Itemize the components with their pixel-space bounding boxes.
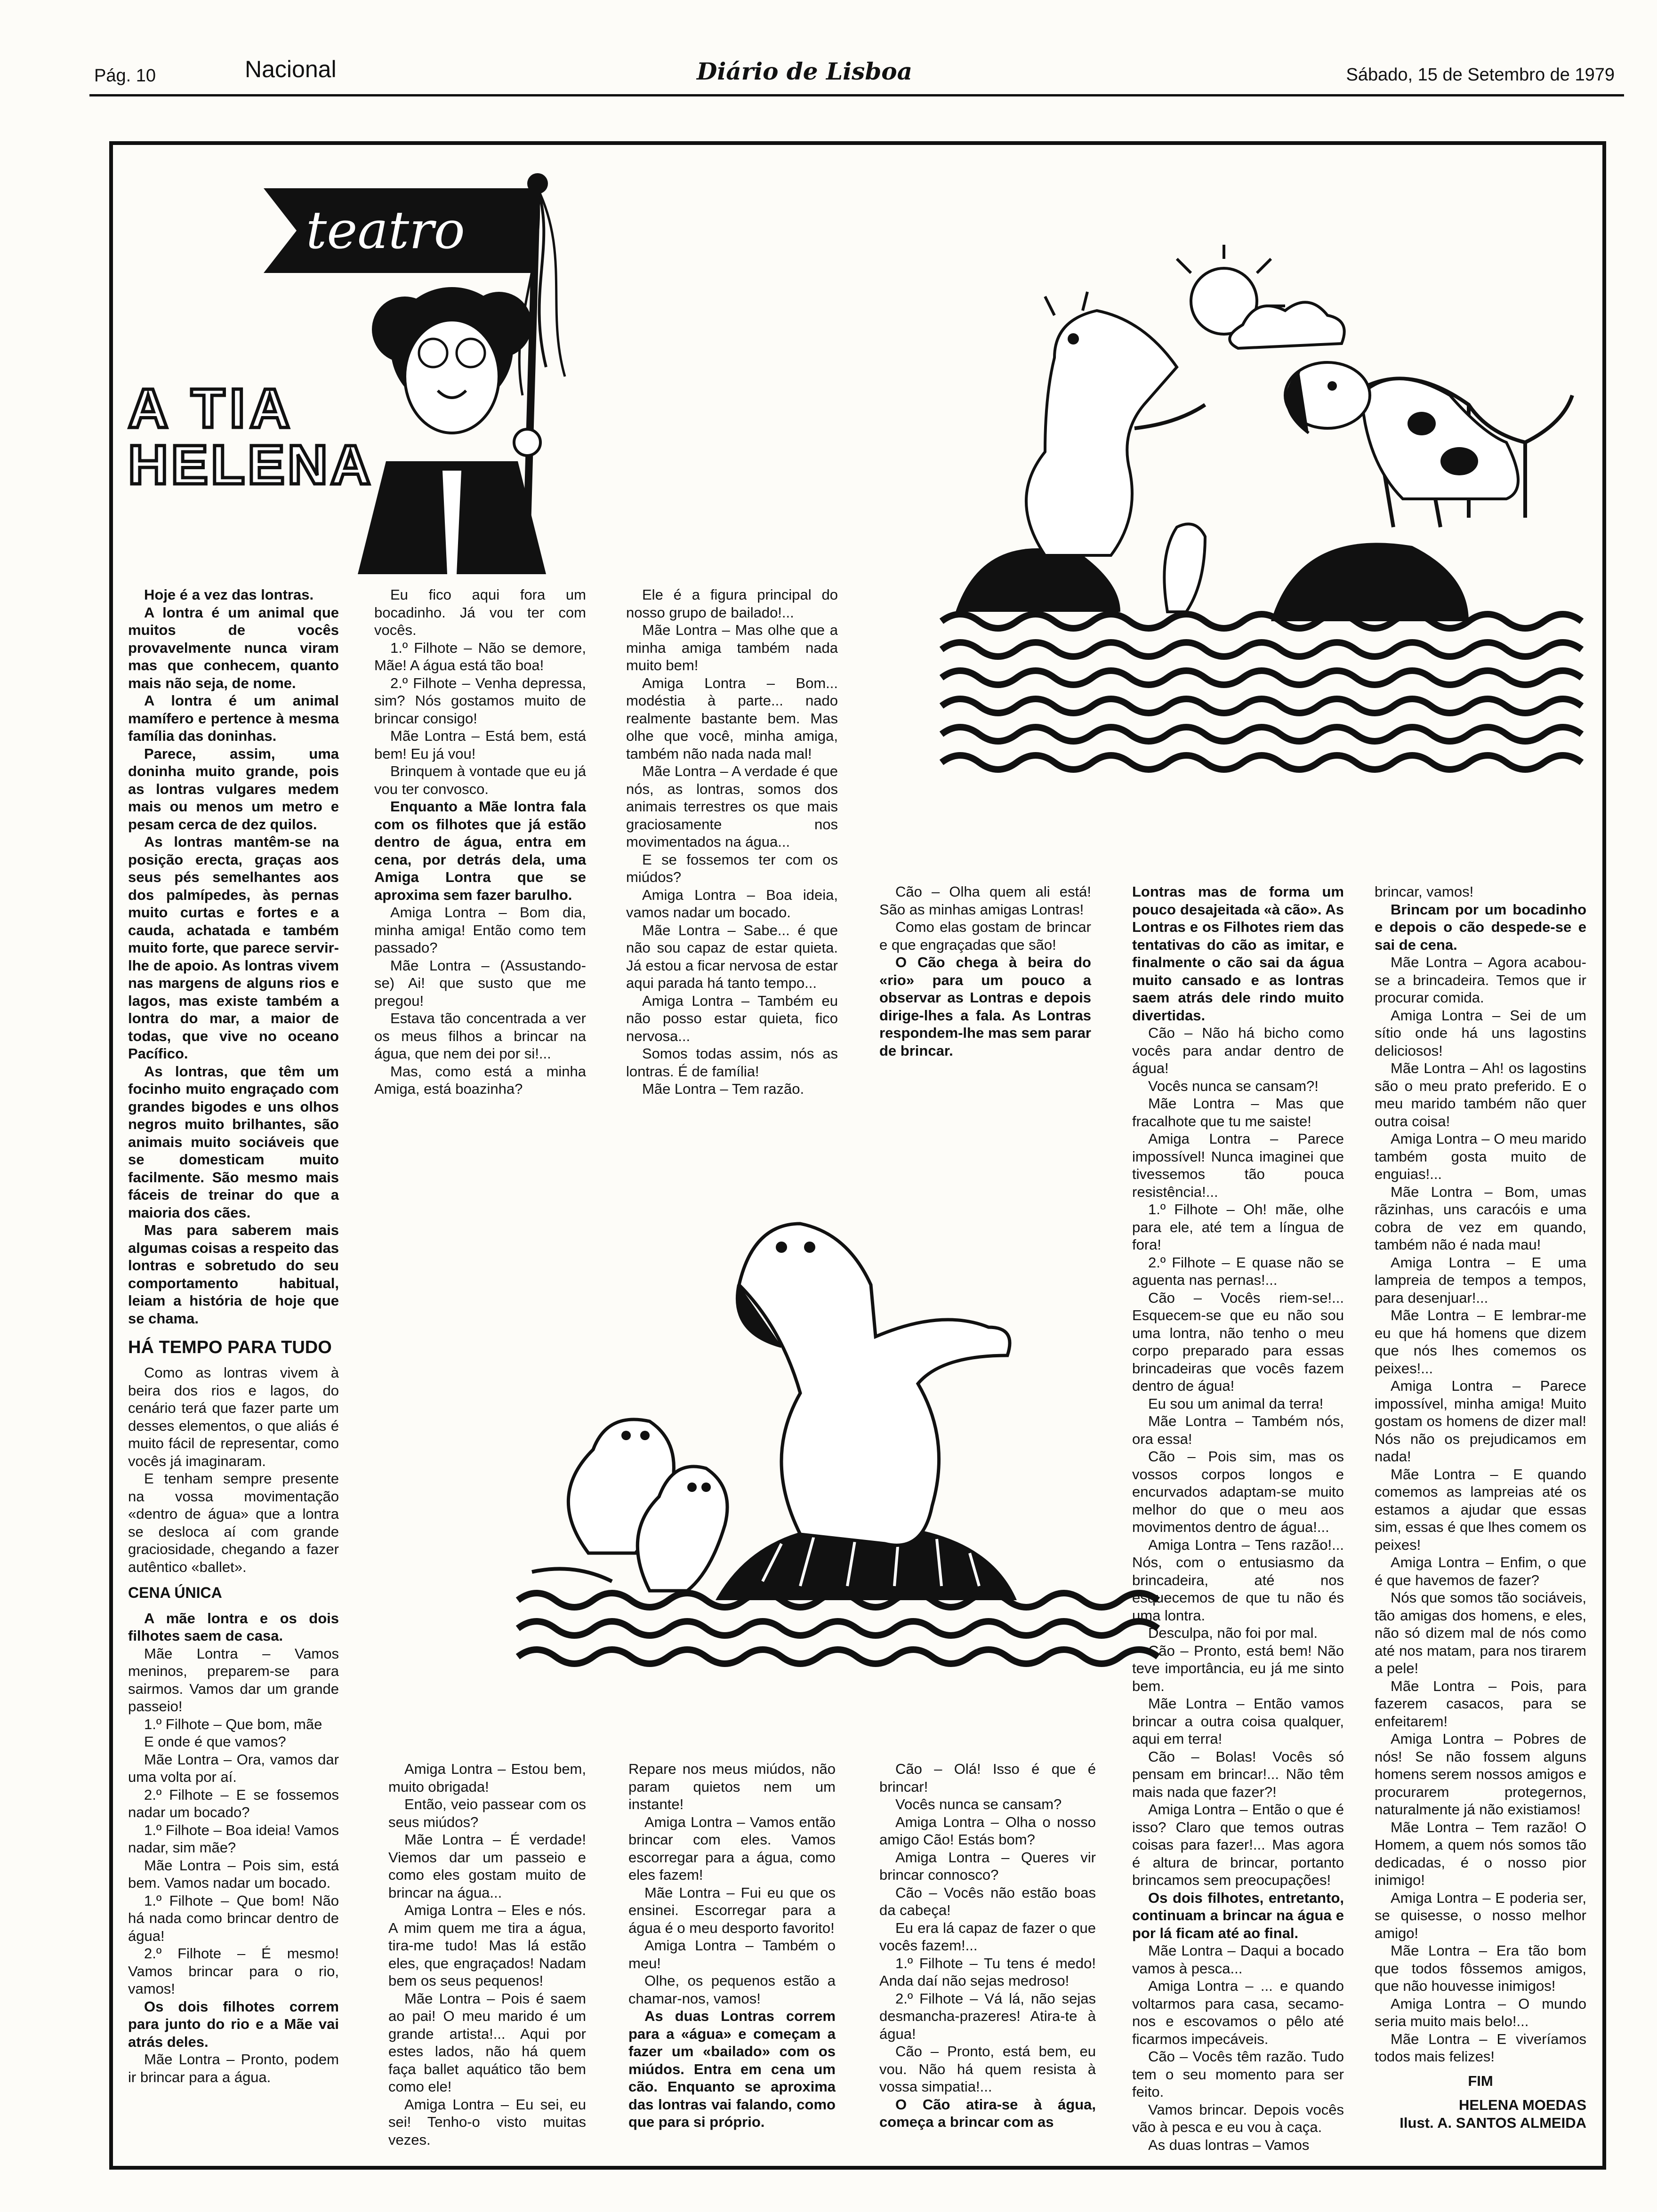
stage-direction: O Cão atira-se à água, começa a brincar com as bbox=[879, 2096, 1096, 2130]
dialogue-line: Desculpa, não foi por mal. bbox=[1148, 1625, 1318, 1641]
logo-title-line-2: HELENA bbox=[128, 434, 374, 496]
dialogue-line: Vamos brincar. Depois vocês vão à pesca e eu vou à caça. bbox=[1132, 2101, 1344, 2135]
dialogue-line: Cão – Pronto, está bem! Não teve importância, eu já me sinto bem. bbox=[1132, 1642, 1344, 1694]
dialogue-line: Mãe Lontra – Está bem, está bem! Eu já vou! bbox=[374, 728, 586, 762]
dialogue-line: Amiga Lontra – Então o que é isso? Claro que temos outras coisas para fazer!... Mas agora é altura de brincar, portanto brincamos sem preocupações! bbox=[1132, 1801, 1344, 1888]
dialogue-line: Amiga Lontra – Estou bem, muito obrigada! bbox=[388, 1761, 586, 1795]
dialogue-line: Como elas gostam de brincar e que engraçadas que são! bbox=[879, 919, 1091, 953]
dialogue-line: Mãe Lontra – Agora acabou-se a brincadeira. Temos que ir procurar comida. bbox=[1375, 954, 1586, 1006]
dialogue-line: Mãe Lontra – Ah! os lagostins são o meu prato preferido. E o meu marido também não quer outra coisa! bbox=[1375, 1060, 1586, 1130]
dialogue-line: 1.º Filhote – Não se demore, Mãe! A água está tão boa! bbox=[374, 639, 586, 673]
intro-paragraph: As lontras, que têm um focinho muito engraçado com grandes bigodes e uns olhos negros muito brilhantes, são animais muito sociáveis que se domesticam muito facilmente. São mesmo mais fáceis de treinar do que a maioria dos cães. bbox=[128, 1063, 339, 1221]
dialogue-line: Vocês nunca se cansam?! bbox=[1148, 1077, 1319, 1094]
dialogue-line: Mãe Lontra – Daqui a bocado vamos à pesca... bbox=[1132, 1942, 1344, 1977]
scene-heading: CENA ÚNICA bbox=[128, 1584, 222, 1601]
dialogue-line: 2.º Filhote – Vá lá, não sejas desmancha-prazeres! Atira-te à água! bbox=[879, 1990, 1096, 2042]
header-rule bbox=[89, 94, 1624, 96]
dialogue-line: Amiga Lontra – Pobres de nós! Se não fossem alguns homens serem nossos amigos e procurarem protegernos, naturalmente já não existiamos! bbox=[1375, 1731, 1586, 1818]
dialogue-line: Brinquem à vontade que eu já vou ter convosco. bbox=[374, 763, 586, 797]
dialogue-line: Mãe Lontra – Pois é saem ao pai! O meu marido é um grande artista!... Aqui por estes lados, não há quem faça ballet aquático tão bem como ele! bbox=[388, 1990, 586, 2095]
column-4-top bbox=[879, 883, 1091, 1059]
dialogue-line: Cão – Vocês riem-se!... Esquecem-se que eu não sou uma lontra, não tenho o meu corpo preparado para essas brincadeiras que vocês fazem dentro de água! bbox=[1132, 1289, 1344, 1394]
stage-direction: Lontras mas de forma um pouco desajeitada «à cão». As Lontras e os Filhotes riem das tentativas do cão as imitar, e finalmente o cão sai da água muito cansado e as lontras saem atrás dele rindo muito divertidas. bbox=[1132, 883, 1344, 1024]
dialogue-line: Cão – Pronto, está bem, eu vou. Não há quem resista à vossa simpatia!... bbox=[879, 2043, 1096, 2095]
dialogue-line: Mãe Lontra – É verdade! Viemos dar um passeio e como eles gostam muito de brincar na água... bbox=[388, 1831, 586, 1901]
paragraph: Como as lontras vivem à beira dos rios e lagos, do cenário terá que fazer parte um desses elementos, o que aliás é muito fácil de representar, como vocês já imaginaram. bbox=[128, 1364, 339, 1469]
dialogue-line: 2.º Filhote – E se fossemos nadar um bocado? bbox=[128, 1786, 339, 1820]
dialogue-line: Amiga Lontra – Eu sei, eu sei! Tenho-o visto muitas vezes. bbox=[388, 2096, 586, 2148]
column-6 bbox=[1375, 883, 1586, 2132]
dialogue-line: 2.º Filhote – É mesmo! Vamos brincar para o rio, vamos! bbox=[128, 1945, 339, 1997]
dialogue-line: Mãe Lontra – E viveríamos todos mais felizes! bbox=[1375, 2030, 1586, 2065]
stage-direction: O Cão chega à beira do «rio» para um pouco a observar as Lontras e depois dirige-lhes a fala. As Lontras respondem-lhe mas sem parar de brincar. bbox=[879, 954, 1091, 1059]
illustrator-credit: Ilust. A. SANTOS ALMEIDA bbox=[1400, 2114, 1586, 2131]
dialogue-line: Repare nos meus miúdos, não param quietos nem um instante! bbox=[628, 1761, 836, 1812]
dialogue-line: 2.º Filhote – Venha depressa, sim? Nós gostamos muito de brincar consigo! bbox=[374, 674, 586, 727]
dialogue-line: Eu sou um animal da terra! bbox=[1148, 1395, 1324, 1412]
intro-paragraph: A lontra é um animal que muitos de vocês provavelmente nunca viram mas que conhecem, quanto mais não seja, de nome. bbox=[128, 604, 339, 691]
logo-title-line-1: A TIA bbox=[128, 377, 295, 440]
dialogue-line: Amiga Lontra – Também eu não posso estar quieta, fico nervosa... bbox=[626, 992, 838, 1044]
dialogue-line: E se fossemos ter com os miúdos? bbox=[626, 851, 838, 885]
dialogue-line: Amiga Lontra – Bom dia, minha amiga! Então como tem passado? bbox=[374, 904, 586, 956]
section-name: Nacional bbox=[245, 56, 337, 82]
dialogue-line: Amiga Lontra – Vamos então brincar com eles. Vamos escorregar para a água, como eles fazem! bbox=[628, 1813, 836, 1883]
dialogue-line: Nós que somos tão sociáveis, tão amigas dos homens, e eles, não só dizem mal de nós como até nos matam, para nos tirarem a pele! bbox=[1375, 1589, 1586, 1676]
dialogue-line: Cão – Bolas! Vocês só pensam em brincar!... Não têm mais nada que fazer?! bbox=[1132, 1748, 1344, 1800]
dialogue-line: Mãe Lontra – Bom, umas rãzinhas, uns caracóis e uma cobra de vez em quando, também não é nada mau! bbox=[1375, 1183, 1586, 1253]
intro-paragraph: Parece, assim, uma doninha muito grande, pois as lontras vulgares medem mais ou menos um metro e pesam cerca de dez quilos. bbox=[128, 745, 339, 833]
page-number: Pág. 10 bbox=[94, 66, 156, 86]
dialogue-line: Amiga Lontra – Bom... modéstia à parte... nado realmente bastante bem. Mas olhe que você, minha amiga, também não nada nada mal! bbox=[626, 674, 838, 762]
dialogue-line: Mãe Lontra – Ora, vamos dar uma volta por aí. bbox=[128, 1751, 339, 1785]
dialogue-line: brincar, vamos! bbox=[1375, 883, 1474, 900]
column-2-bottom bbox=[388, 1760, 586, 2148]
dialogue-line: Mãe Lontra – Tem razão! O Homem, a quem nós somos tão dedicadas, é o nosso pior inimigo! bbox=[1375, 1819, 1586, 1888]
dialogue-line: Amiga Lontra – Enfim, o que é que havemos de fazer? bbox=[1375, 1554, 1586, 1588]
dialogue-line: Estava tão concentrada a ver os meus filhos a brincar na água, que nem dei por si!... bbox=[374, 1010, 586, 1062]
section-heading: HÁ TEMPO PARA TUDO bbox=[128, 1338, 332, 1357]
dialogue-line: 1.º Filhote – Oh! mãe, olhe para ele, até tem a língua de fora! bbox=[1132, 1201, 1344, 1253]
dialogue-line: Mãe Lontra – Pois, para fazerem casacos, para se enfeitarem! bbox=[1375, 1677, 1586, 1730]
dialogue-line: Amiga Lontra – Também o meu! bbox=[628, 1937, 836, 1972]
dialogue-line: Eu fico aqui fora um bocadinho. Já vou ter com vocês. bbox=[374, 586, 586, 638]
stage-direction: As duas Lontras correm para a «água» e começam a fazer um «bailado» com os miúdos. Entra em cena um cão. Enquanto se aproxima das lontras vai falando, como que para si próprio. bbox=[628, 2008, 836, 2130]
dialogue-line: Amiga Lontra – E uma lampreia de tempos a tempos, para desenjuar!... bbox=[1375, 1254, 1586, 1306]
dialogue-line: Cão – Olá! Isso é que é brincar! bbox=[879, 1761, 1096, 1795]
dialogue-line: 2.º Filhote – E quase não se aguenta nas pernas!... bbox=[1132, 1254, 1344, 1288]
dialogue-line: Cão – Pois sim, mas os vossos corpos longos e encurvados adaptam-se muito melhor do que o meu aos movimentos dentro de água!... bbox=[1132, 1448, 1344, 1535]
dialogue-line: Mãe Lontra – Mas que fracalhote que tu me saiste! bbox=[1132, 1095, 1344, 1130]
dialogue-line: Mãe Lontra – Pois sim, está bem. Vamos nadar um bocado. bbox=[128, 1857, 339, 1891]
stage-direction: Enquanto a Mãe lontra fala com os filhotes que já estão dentro de água, entra em cena, por detrás dela, uma Amiga Lontra que se aproxima sem fazer barulho. bbox=[374, 798, 586, 903]
dialogue-line: Amiga Lontra – Eles e nós. A mim quem me tira a água, tira-me tudo! Mas lá estão eles, que engraçados! Nadam bem os seus pequenos! bbox=[388, 1902, 586, 1989]
dialogue-line: Ele é a figura principal do nosso grupo de bailado!... bbox=[626, 586, 838, 621]
dialogue-line: Cão – Não há bicho como vocês para andar dentro de água! bbox=[1132, 1025, 1344, 1076]
dialogue-line: Vocês nunca se cansam? bbox=[895, 1796, 1062, 1812]
dialogue-line: Então, veio passear com os seus miúdos? bbox=[388, 1796, 586, 1830]
dialogue-line: As duas lontras – Vamos bbox=[1148, 2136, 1310, 2153]
stage-direction: Brincam por um bocadinho e depois o cão despede-se e sai de cena. bbox=[1375, 901, 1586, 953]
dialogue-line: Amiga Lontra – Tens razão!... Nós, com o entusiasmo da brincadeira, até nos esquecemos de que tu não és uma lontra. bbox=[1132, 1536, 1344, 1624]
dialogue-line: Mãe Lontra – Também nós, ora essa! bbox=[1132, 1413, 1344, 1447]
column-4-bottom bbox=[879, 1760, 1096, 2131]
column-3-bottom bbox=[628, 1760, 836, 2131]
dialogue-line: Amiga Lontra – Parece impossível! Nunca imaginei que tivessemos tão pouca resistência!... bbox=[1132, 1130, 1344, 1200]
column-5 bbox=[1132, 883, 1344, 2154]
dialogue-line: Mãe Lontra – (Assustando-se) Ai! que susto que me pregou! bbox=[374, 957, 586, 1009]
issue-date: Sábado, 15 de Setembro de 1979 bbox=[1346, 65, 1615, 85]
dialogue-line: Amiga Lontra – Boa ideia, vamos nadar um bocado. bbox=[626, 886, 838, 921]
author-credit: HELENA MOEDAS bbox=[1459, 2097, 1586, 2113]
dialogue-line: Amiga Lontra – Olha o nosso amigo Cão! Estás bom? bbox=[879, 1813, 1096, 1848]
column-3-top bbox=[626, 586, 838, 1098]
logo-flag-text: teatro bbox=[306, 200, 465, 260]
column-2-top bbox=[374, 586, 586, 1098]
intro-paragraph: A lontra é um animal mamífero e pertence à mesma família das doninhas. bbox=[128, 692, 339, 744]
column-1 bbox=[128, 586, 339, 2086]
dialogue-line: Mãe Lontra – Sabe... é que não sou capaz de estar quieta. Já estou a ficar nervosa de estar aqui parada há tanto tempo... bbox=[626, 922, 838, 991]
dialogue-line: Olhe, os pequenos estão a chamar-nos, vamos! bbox=[628, 1972, 836, 2007]
dialogue-line: Eu era lá capaz de fazer o que vocês fazem!... bbox=[879, 1919, 1096, 1954]
dialogue-line: Mãe Lontra – E quando comemos as lampreias até os estamos a ajudar que essas sim, essas é que lhes comem os peixes! bbox=[1375, 1466, 1586, 1553]
otters-and-dog-illustration bbox=[941, 254, 1591, 828]
dialogue-line: 1.º Filhote – Que bom, mãe bbox=[144, 1715, 322, 1732]
dialogue-line: Amiga Lontra – Queres vir brincar connosco? bbox=[879, 1849, 1096, 1883]
dialogue-line: Amiga Lontra – O meu marido também gosta muito de enguias!... bbox=[1375, 1130, 1586, 1182]
dialogue-line: Mãe Lontra – E lembrar-me eu que há homens que dizem que nós lhes comemos os peixes!... bbox=[1375, 1307, 1586, 1377]
dialogue-line: 1.º Filhote – Que bom! Não há nada como brincar dentro de água! bbox=[128, 1892, 339, 1944]
dialogue-line: Mas, como está a minha Amiga, está boazinha? bbox=[374, 1063, 586, 1097]
stage-direction: Os dois filhotes correm para junto do rio e a Mãe vai atrás deles. bbox=[128, 1998, 339, 2050]
newspaper-name: Diário de Lisboa bbox=[697, 57, 913, 85]
dialogue-line: Mãe Lontra – A verdade é que nós, as lontras, somos dos animais terrestres os que mais graciosamente nos movimentados na água... bbox=[626, 763, 838, 850]
dialogue-line: Mãe Lontra – Era tão bom que todos fôssemos amigos, que não houvesse inimigos! bbox=[1375, 1942, 1586, 1994]
stage-direction: Os dois filhotes, entretanto, continuam a brincar na água e por lá ficam até ao final. bbox=[1132, 1889, 1344, 1941]
dialogue-line: Amiga Lontra – O mundo seria muito mais belo!... bbox=[1375, 1995, 1586, 2029]
end-mark: FIM bbox=[1468, 2072, 1493, 2089]
dialogue-line: Amiga Lontra – Sei de um sítio onde há uns lagostins deliciosos! bbox=[1375, 1007, 1586, 1059]
intro-paragraph: Mas para saberem mais algumas coisas a respeito das lontras e sobretudo do seu comportamento habitual, leiam a história de hoje que se chama. bbox=[128, 1222, 339, 1327]
dialogue-line: Cão – Vocês não estão boas da cabeça! bbox=[879, 1884, 1096, 1918]
intro-paragraph: As lontras mantêm-se na posição erecta, graças aos seus pés semelhantes aos dos palmípedes, às pernas muito curtas e fortes e a cauda, achatada e também muito forte, que parece servir-lhe de apoio. As lontras vivem nas margens de alguns rios e lagos, mas existe também a lontra do mar, a maior de todas, que vive no oceano Pacífico. bbox=[128, 834, 339, 1062]
paragraph: E tenham sempre presente na vossa movimentação «dentro de água» que a lontra se desloca aí com grande graciosidade, chegando a fazer autêntico «ballet». bbox=[128, 1470, 339, 1575]
dialogue-line: 1.º Filhote – Tu tens é medo! Anda daí não sejas medroso! bbox=[879, 1955, 1096, 1989]
dialogue-line: Amiga Lontra – E poderia ser, se quisesse, o nosso melhor amigo! bbox=[1375, 1889, 1586, 1941]
dialogue-line: Cão – Vocês têm razão. Tudo tem o seu momento para ser feito. bbox=[1132, 2048, 1344, 2100]
dialogue-line: Mãe Lontra – Fui eu que os ensinei. Escorregar para a água é o meu desporto favorito! bbox=[628, 1884, 836, 1936]
dialogue-line: E onde é que vamos? bbox=[144, 1733, 286, 1750]
intro-paragraph: Hoje é a vez das lontras. bbox=[144, 586, 314, 603]
dialogue-line: Mãe Lontra – Mas olhe que a minha amiga também nada muito bem! bbox=[626, 622, 838, 673]
stage-direction: A mãe lontra e os dois filhotes saem de casa. bbox=[128, 1610, 339, 1644]
dialogue-line: Mãe Lontra – Então vamos brincar a outra coisa qualquer, aqui em terra! bbox=[1132, 1695, 1344, 1747]
dialogue-line: Mãe Lontra – Tem razão. bbox=[642, 1081, 804, 1097]
dialogue-line: Mãe Lontra – Vamos meninos, preparem-se para sairmos. Vamos dar um grande passeio! bbox=[128, 1645, 339, 1715]
dialogue-line: Amiga Lontra – ... e quando voltarmos para casa, secamo-nos e escovamos o pêlo até ficarmos impecáveis. bbox=[1132, 1978, 1344, 2047]
dialogue-line: Somos todas assim, nós as lontras. É de família! bbox=[626, 1045, 838, 1080]
dialogue-line: Mãe Lontra – Pronto, podem ir brincar para a água. bbox=[128, 2051, 339, 2085]
otter-family-illustration bbox=[518, 1214, 1158, 1685]
dialogue-line: 1.º Filhote – Boa ideia! Vamos nadar, sim mãe? bbox=[128, 1821, 339, 1856]
dialogue-line: Cão – Olha quem ali está! São as minhas amigas Lontras! bbox=[879, 883, 1091, 918]
dialogue-line: Amiga Lontra – Parece impossível, minha amiga! Muito gostam os homens de dizer mal! Nós não os prejudicamos em nada! bbox=[1375, 1378, 1586, 1465]
